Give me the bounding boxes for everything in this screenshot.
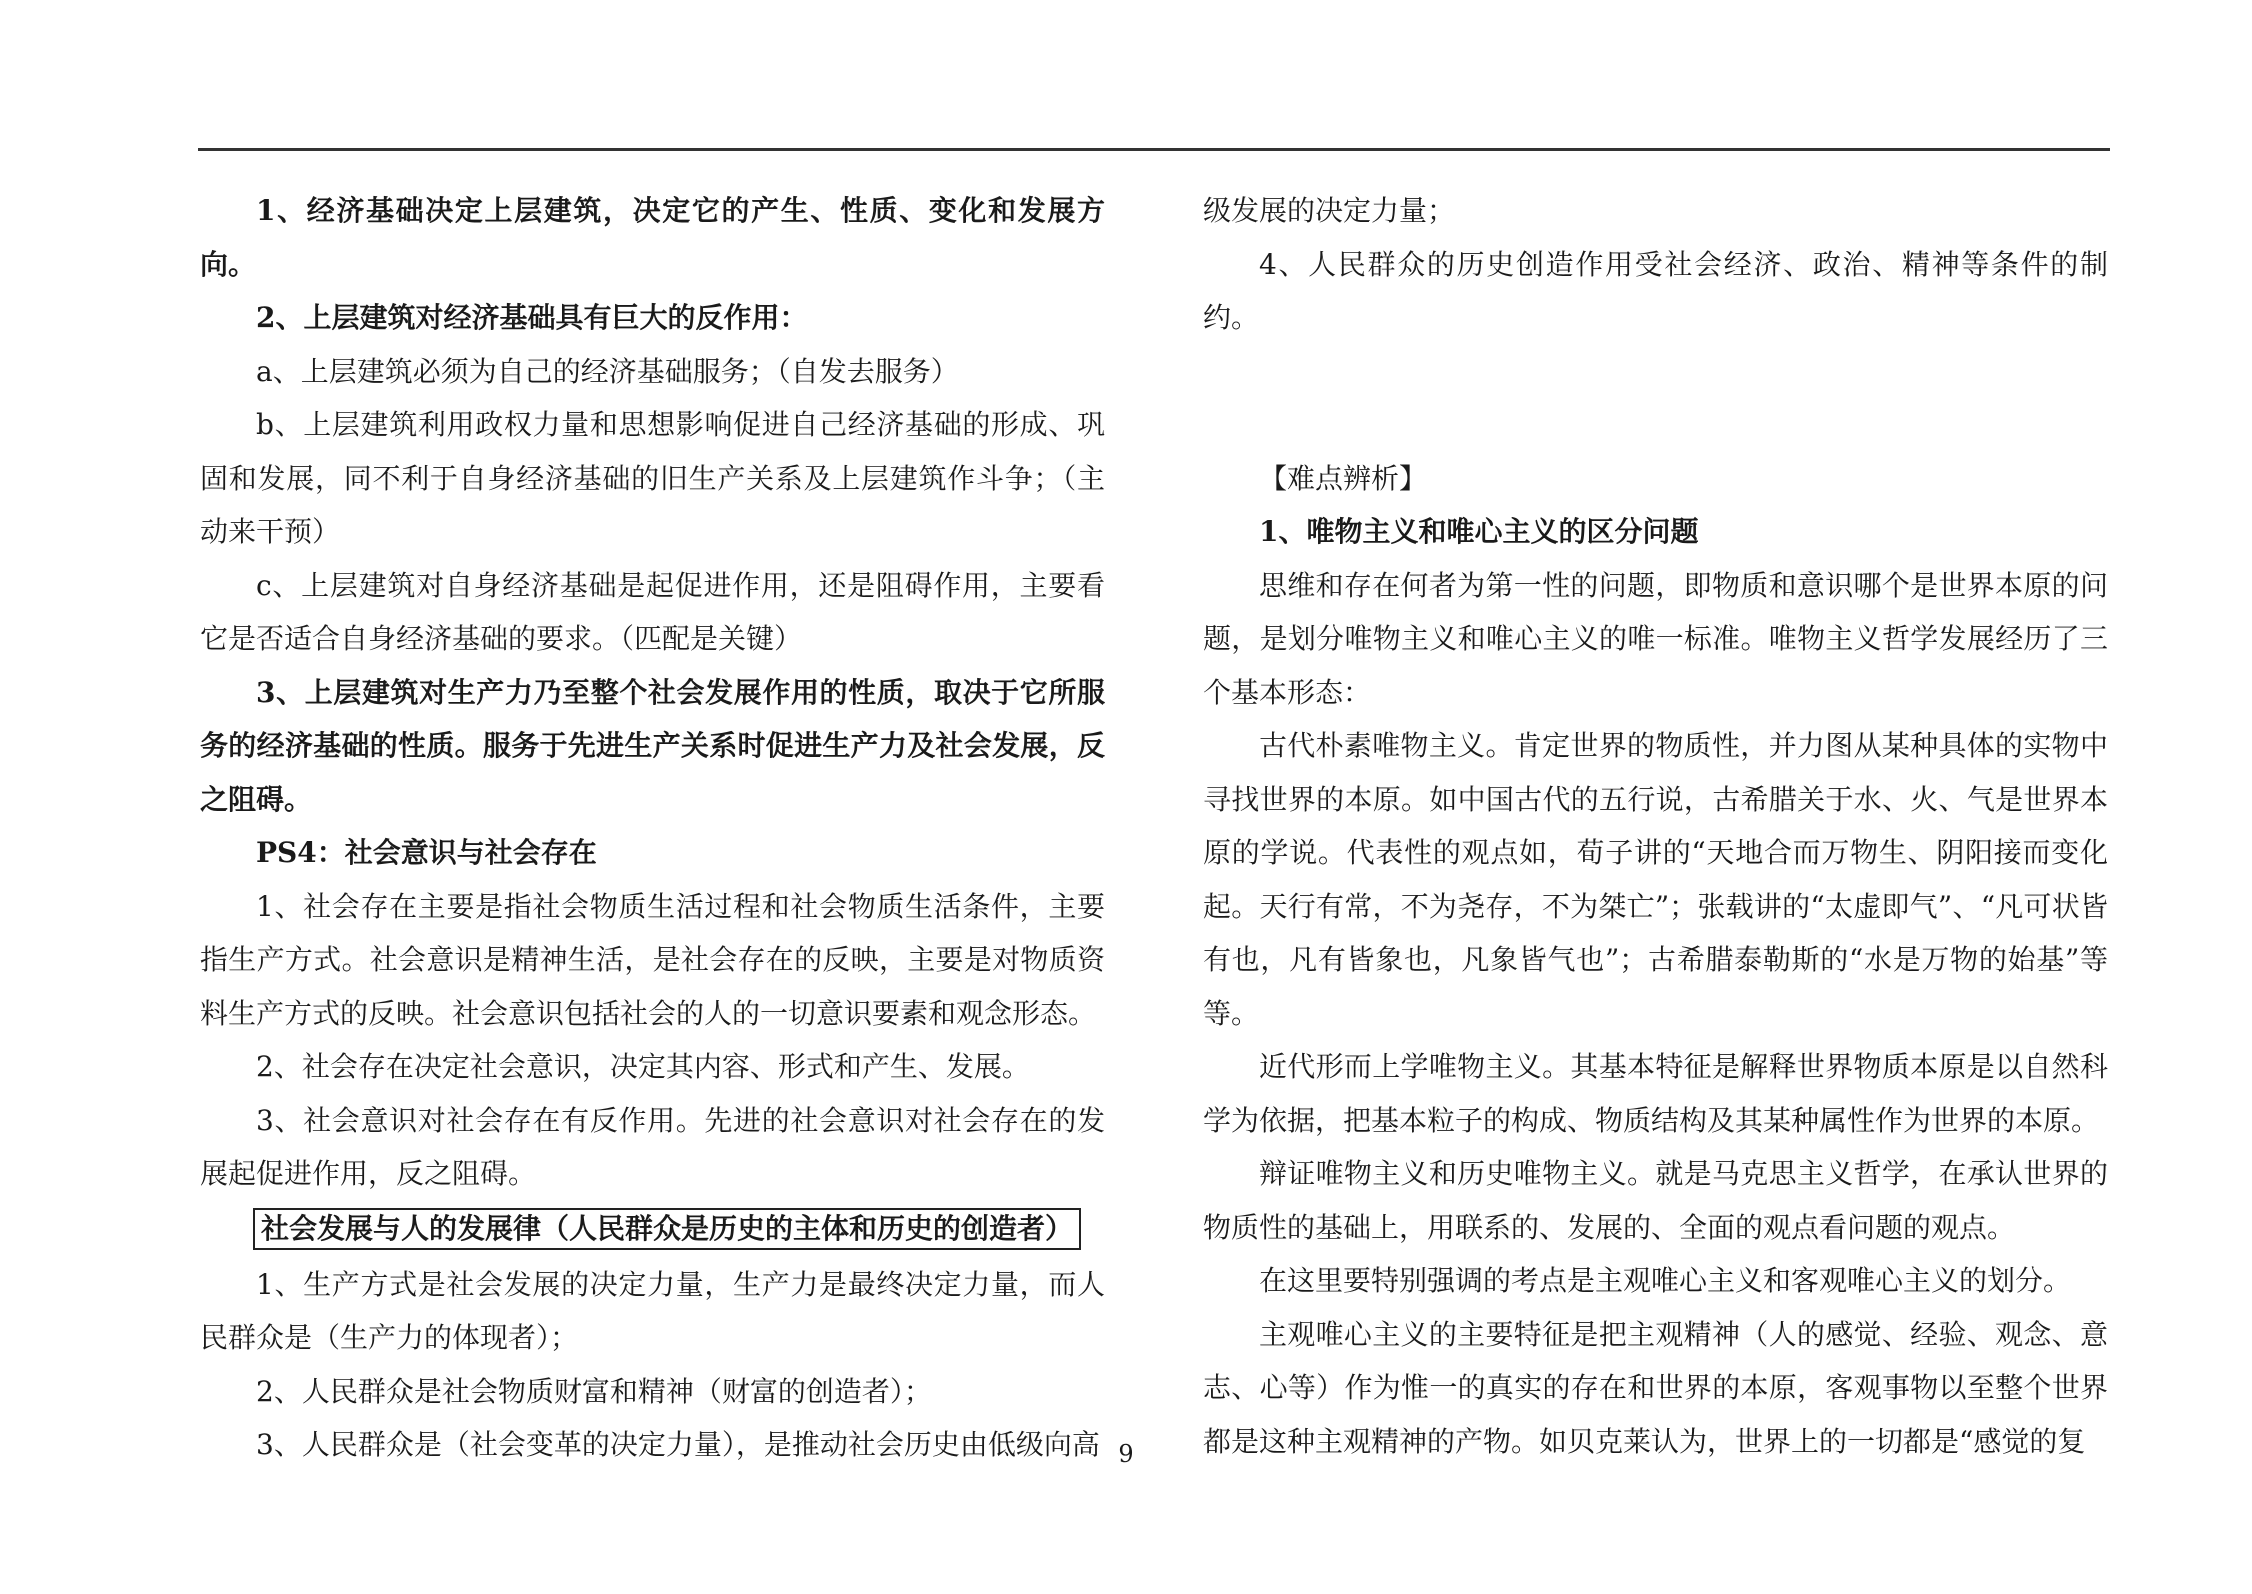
right-column (1203, 184, 2108, 1468)
paragraph: 在这里要特别强调的考点是主观唯心主义和客观唯心主义的划分。 (1259, 1264, 2072, 1297)
paragraph: 3、上层建筑对生产力乃至整个社会发展作用的性质，取决于它所服务的经济基础的性质。服务于先进生产关系时促进生产力及社会发展，反之阻碍。 (200, 675, 1105, 816)
paragraph: 1、生产方式是社会发展的决定力量，生产力是最终决定力量，而人民群众是（生产力的体现者）； (200, 1267, 1105, 1354)
paragraph: c、上层建筑对自身经济基础是起促进作用，还是阻碍作用，主要看它是否适合自身经济基础的要求。（匹配是关键） (200, 568, 1105, 655)
paragraph: 4、人民群众的历史创造作用受社会经济、政治、精神等条件的制约。 (1203, 247, 2108, 334)
paragraph: 2、人民群众是社会物质财富和精神（财富的创造者）； (256, 1374, 932, 1408)
paragraph: 思维和存在何者为第一性的问题，即物质和意识哪个是世界本原的问题，是划分唯物主义和唯心主义的唯一标准。唯物主义哲学发展经历了三个基本形态： (1203, 568, 2108, 709)
boxed-heading: 社会发展与人的发展律（人民群众是历史的主体和历史的创造者） (253, 1208, 1081, 1250)
paragraph: 级发展的决定力量； (1203, 194, 1456, 227)
section-heading: 1、唯物主义和唯心主义的区分问题 (1259, 515, 1699, 548)
spacer (1203, 345, 2108, 452)
paragraph: 2、社会存在决定社会意识，决定其内容、形式和产生、发展。 (256, 1050, 1030, 1083)
paragraph: 3、社会意识对社会存在有反作用。先进的社会意识对社会存在的发展起促进作用，反之阻碍。 (200, 1103, 1105, 1190)
paragraph: 主观唯心主义的主要特征是把主观精神（人的感觉、经验、观念、意志、心等）作为惟一的真实的存在和世界的本原，客观事物以至整个世界都是这种主观精神的产物。如贝克莱认为，世界上的一切都是“感觉的复 (1203, 1317, 2108, 1458)
section-label: 【难点辨析】 (1259, 461, 1428, 495)
paragraph: b、上层建筑利用政权力量和思想影响促进自己经济基础的形成、巩固和发展，同不利于自身经济基础的旧生产关系及上层建筑作斗争；（主动来干预） (200, 408, 1105, 548)
paragraph: 古代朴素唯物主义。肯定世界的物质性，并力图从某种具体的实物中寻找世界的本原。如中国古代的五行说，古希腊关于水、火、气是世界本原的学说。代表性的观点如，荀子讲的“天地合而万物生、阴阳接而变化起。天行有常，不为尧存，不为桀亡”；张载讲的“太虚即气”、“凡可状皆有也，凡有皆象也，凡象皆气也”；古希腊泰勒斯的“水是万物的始基”等等。 (1203, 729, 2108, 1030)
paragraph: 1、经济基础决定上层建筑，决定它的产生、性质、变化和发展方向。 (200, 194, 1105, 281)
section-heading: PS4：社会意识与社会存在 (256, 836, 597, 869)
paragraph: 3、人民群众是（社会变革的决定力量），是推动社会历史由低级向高 (256, 1428, 1100, 1461)
paragraph: 近代形而上学唯物主义。其基本特征是解释世界物质本原是以自然科学为依据，把基本粒子的构成、物质结构及其某种属性作为世界的本原。 (1203, 1050, 2108, 1137)
header-rule (198, 148, 2110, 151)
paragraph: a、上层建筑必须为自己的经济基础服务；（自发去服务） (256, 354, 959, 388)
paragraph: 2、上层建筑对经济基础具有巨大的反作用： (256, 301, 808, 334)
paragraph: 辩证唯物主义和历史唯物主义。就是马克思主义哲学，在承认世界的物质性的基础上，用联系的、发展的、全面的观点看问题的观点。 (1203, 1157, 2108, 1244)
paragraph: 1、社会存在主要是指社会物质生活过程和社会物质生活条件，主要指生产方式。社会意识是精神生活，是社会存在的反映，主要是对物质资料生产方式的反映。社会意识包括社会的人的一切意识要素和观念形态。 (200, 889, 1105, 1030)
left-column (200, 184, 1105, 1472)
page-number: 9 (1118, 1440, 1134, 1468)
